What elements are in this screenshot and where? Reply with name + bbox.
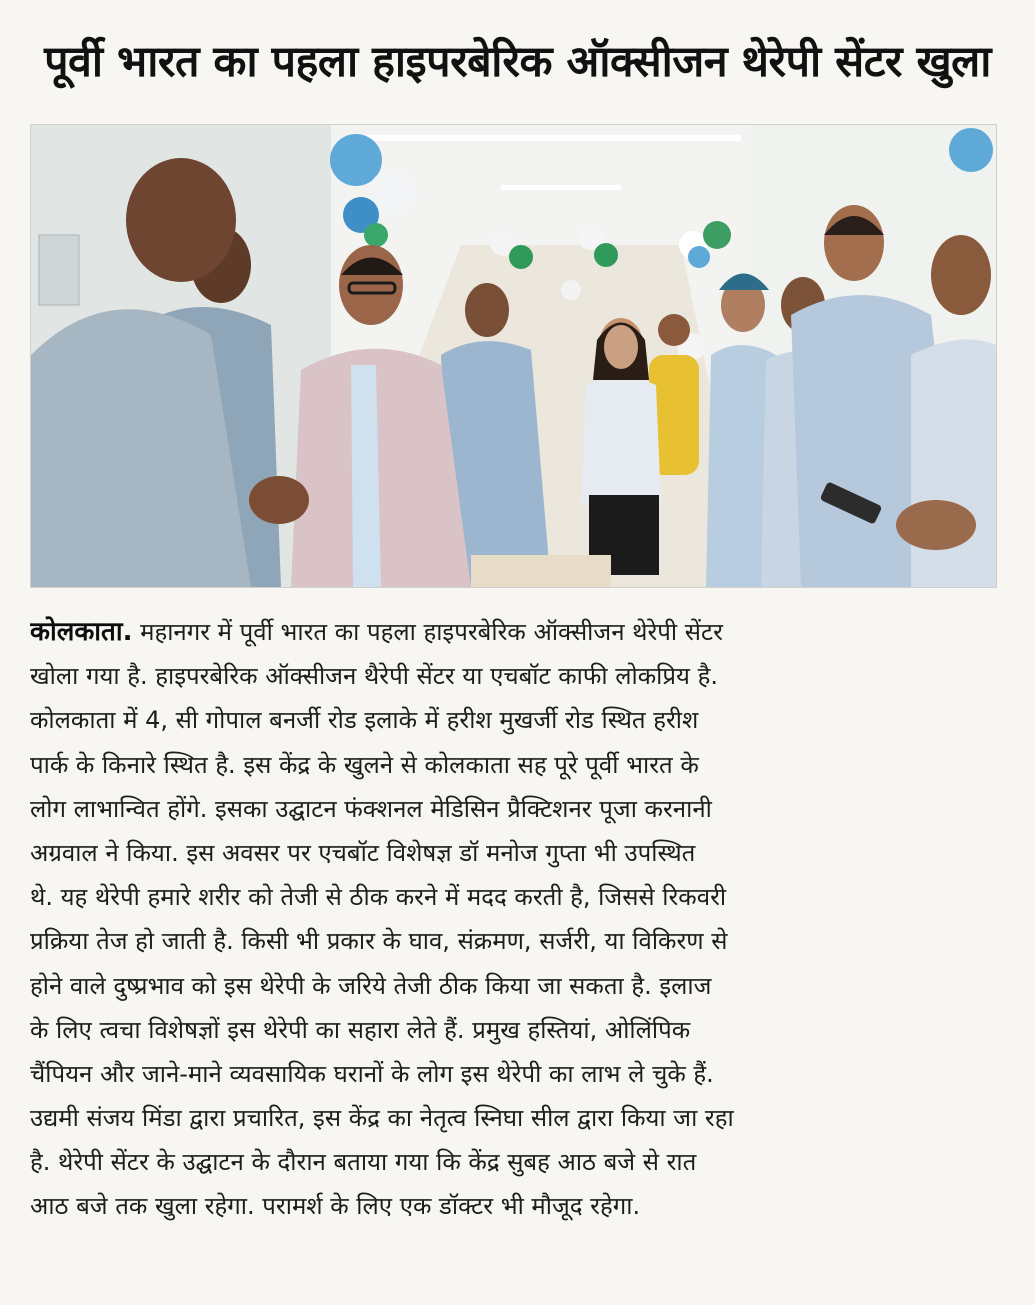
article-line-text: महानगर में पूर्वी भारत का पहला हाइपरबेरिक ऑक्सीजन थेरेपी सेंटर xyxy=(132,618,723,646)
article-line: उद्यमी संजय मिंडा द्वारा प्रचारित, इस केंद्र का नेतृत्व स्निघा सील द्वारा किया जा रहा xyxy=(30,1104,734,1133)
article-line xyxy=(30,610,998,654)
article-body xyxy=(30,610,998,1229)
headline: पूर्वी भारत का पहला हाइपरबेरिक ऑक्सीजन थेरेपी सेंटर खुला xyxy=(44,37,991,87)
article-line: पार्क के किनारे स्थित है. इस केंद्र के खुलने से कोलकाता सह पूरे पूर्वी भारत के xyxy=(30,750,699,779)
article-line: चैंपियन और जाने-माने व्यवसायिक घरानों के लोग इस थेरेपी का लाभ ले चुके हैं. xyxy=(30,1059,714,1088)
photo-illustration xyxy=(31,125,996,587)
article-line: लोग लाभान्वित होंगे. इसका उद्घाटन फंक्शनल मेडिसिन प्रैक्टिशनर पूजा करनानी xyxy=(30,794,712,823)
news-photo xyxy=(30,124,997,588)
article-line: अग्रवाल ने किया. इस अवसर पर एचबॉट विशेषज्ञ डॉ मनोज गुप्ता भी उपस्थित xyxy=(30,838,696,867)
article-line: थे. यह थेरेपी हमारे शरीर को तेजी से ठीक करने में मदद करती है, जिससे रिकवरी xyxy=(30,883,727,912)
article-line: आठ बजे तक खुला रहेगा. परामर्श के लिए एक डॉक्टर भी मौजूद रहेगा. xyxy=(30,1192,641,1221)
article-line: प्रक्रिया तेज हो जाती है. किसी भी प्रकार के घाव, संक्रमण, सर्जरी, या विकिरण से xyxy=(30,927,728,956)
article-line: खोला गया है. हाइपरबेरिक ऑक्सीजन थैरेपी सेंटर या एचबॉट काफी लोकप्रिय है. xyxy=(30,662,718,691)
article-line: होने वाले दुष्प्रभाव को इस थेरेपी के जरिये तेजी ठीक किया जा सकता है. इलाज xyxy=(30,971,712,1000)
article-line: है. थेरेपी सेंटर के उद्घाटन के दौरान बताया गया कि केंद्र सुबह आठ बजे से रात xyxy=(30,1148,697,1177)
dateline: कोलकाता. xyxy=(30,617,133,647)
article-line: कोलकाता में 4, सी गोपाल बनर्जी रोड इलाके में हरीश मुखर्जी रोड स्थित हरीश xyxy=(30,706,699,735)
article-line: के लिए त्वचा विशेषज्ञों इस थेरेपी का सहारा लेते हैं. प्रमुख हस्तियां, ओलिंपिक xyxy=(30,1015,691,1044)
